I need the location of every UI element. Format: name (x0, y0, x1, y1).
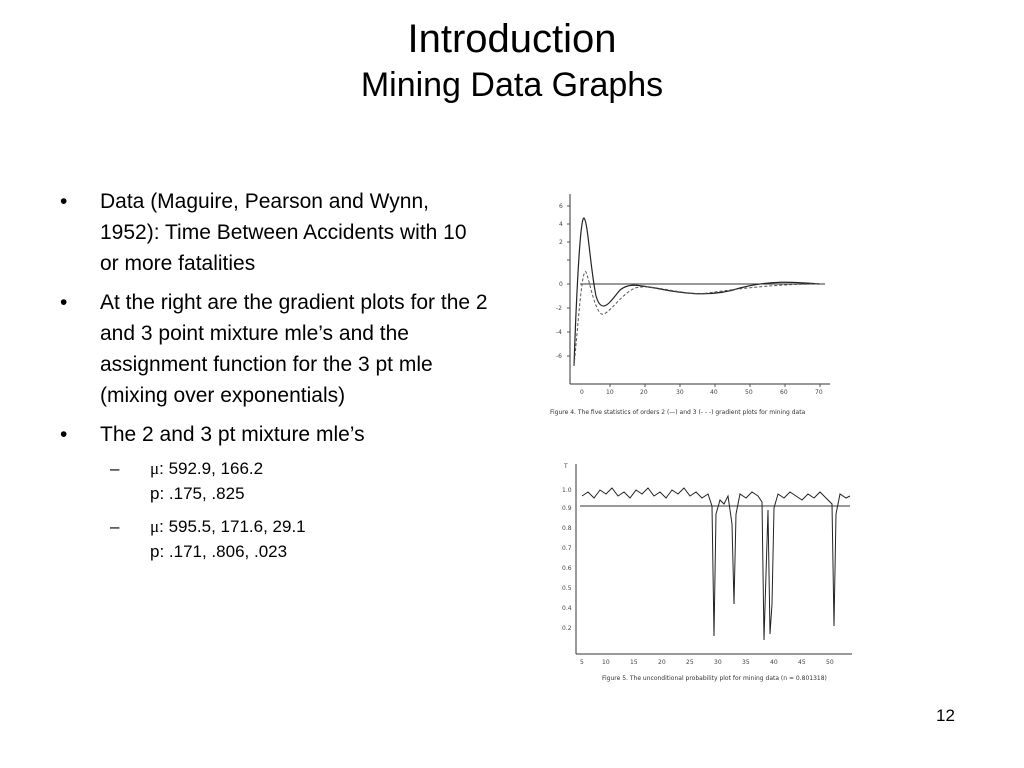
svg-text:0.5: 0.5 (562, 585, 572, 592)
page-number: 12 (936, 706, 955, 725)
sub-bullet-3pt-p-line: p: .171, .806, .023 (150, 542, 288, 561)
bullet-list (60, 186, 490, 572)
mu-symbol: μ (150, 459, 160, 478)
sub-bullet-list (96, 456, 490, 564)
svg-text:T: T (564, 463, 568, 470)
svg-text:60: 60 (780, 389, 788, 396)
svg-text:10: 10 (606, 389, 614, 396)
svg-text:-6: -6 (556, 353, 562, 360)
svg-text:2: 2 (559, 239, 563, 246)
mu-symbol: μ (150, 517, 160, 536)
svg-text:10: 10 (602, 659, 610, 666)
sub-bullet-3pt-mu-line (150, 514, 490, 539)
assignment-plot-figure (540, 454, 860, 690)
svg-text:40: 40 (770, 659, 778, 666)
svg-text:20: 20 (658, 659, 666, 666)
svg-text:0.4: 0.4 (562, 605, 572, 612)
svg-text:0: 0 (559, 281, 563, 288)
gradient-plot-image (540, 186, 870, 422)
svg-text:5: 5 (580, 659, 584, 666)
mu-values: : 592.9, 166.2 (159, 459, 264, 478)
svg-text:40: 40 (710, 389, 718, 396)
svg-text:35: 35 (742, 659, 750, 666)
svg-text:50: 50 (826, 659, 834, 666)
svg-text:6: 6 (559, 203, 563, 210)
svg-text:15: 15 (630, 659, 638, 666)
assignment-plot-caption: Figure 5. The unconditional probability plot for mining data (n = 0.801318) (602, 675, 827, 682)
slide-title: Introduction (407, 17, 617, 61)
slide-title-block (0, 14, 1024, 106)
sub-bullet-2pt-p-line: p: .175, .825 (150, 484, 245, 503)
slide-subtitle: Mining Data Graphs (360, 66, 664, 104)
svg-text:20: 20 (640, 389, 648, 396)
assignment-plot-image (540, 454, 860, 690)
sub-bullet-3pt (96, 514, 490, 564)
svg-text:0.6: 0.6 (562, 565, 572, 572)
svg-text:45: 45 (798, 659, 806, 666)
bullet-mixture-mles-label: The 2 and 3 pt mixture mle’s (100, 423, 365, 446)
bullet-mixture-mles (60, 419, 490, 564)
mu-values: : 595.5, 171.6, 29.1 (159, 517, 306, 536)
svg-text:-4: -4 (556, 329, 562, 336)
svg-text:50: 50 (745, 389, 753, 396)
svg-text:30: 30 (676, 389, 684, 396)
svg-text:0.7: 0.7 (562, 545, 572, 552)
sub-bullet-2pt (96, 456, 490, 506)
gradient-plot-caption: Figure 4. The five statistics of orders 2 (—) and 3 (- - -) gradient plots for mining data (550, 409, 806, 416)
svg-text:0.8: 0.8 (562, 525, 572, 532)
svg-text:4: 4 (559, 221, 563, 228)
gradient-plot-figure (540, 186, 870, 422)
svg-text:1.0: 1.0 (562, 487, 572, 494)
svg-text:0.2: 0.2 (562, 625, 572, 632)
svg-text:-2: -2 (556, 305, 562, 312)
svg-text:70: 70 (815, 389, 823, 396)
svg-text:30: 30 (714, 659, 722, 666)
svg-text:25: 25 (686, 659, 694, 666)
bullet-gradient-plots: • At the right are the gradient plots for the 2 and 3 point mixture mle’s and the assignment function for the 3 pt mle (mixing over exponentials) (60, 287, 490, 411)
svg-text:0: 0 (580, 389, 584, 396)
sub-bullet-2pt-mu-line (150, 456, 490, 481)
svg-text:0.9: 0.9 (562, 505, 572, 512)
bullet-data-source: • Data (Maguire, Pearson and Wynn, 1952): Time Between Accidents with 10 or more fatalities (60, 186, 490, 279)
